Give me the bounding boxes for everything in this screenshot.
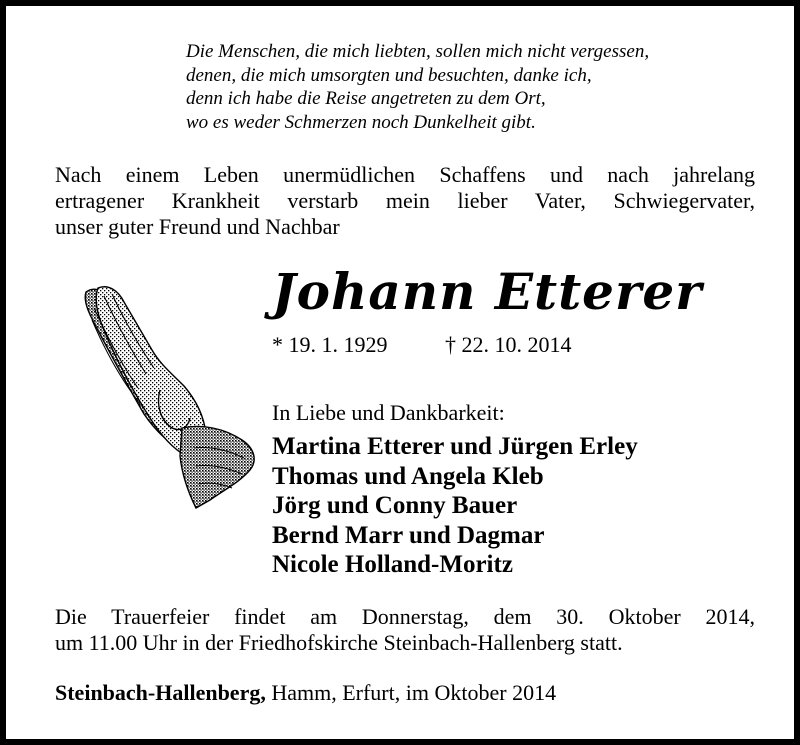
mourner-entry: Nicole Holland-Moritz: [272, 551, 513, 578]
funeral-info: [55, 604, 755, 656]
death-date: † 22. 10. 2014: [445, 332, 572, 357]
poem-line: wo es weder Schmerzen noch Dunkelheit gibt.: [186, 111, 536, 133]
mourner-entry: Martina Etterer und Jürgen Erley: [272, 433, 638, 460]
birth-date: * 19. 1. 1929: [272, 332, 388, 357]
place-name: Steinbach-Hallenberg,: [55, 680, 266, 705]
mourner-entry: Bernd Marr und Dagmar: [272, 521, 545, 549]
intro-line: ertragener Krankheit verstarb mein lieber Vater, Schwiegervater,: [55, 188, 755, 213]
place-and-date: [55, 680, 556, 706]
poem-line: denn ich habe die Reise angetreten zu dem Ort,: [186, 88, 546, 109]
intro-text: [55, 162, 755, 240]
mourner-entry: Jörg und Conny Bauer: [272, 492, 518, 519]
funeral-line: Die Trauerfeier findet am Donnerstag, dem 30. Oktober 2014,: [55, 604, 755, 629]
intro-line: unser guter Freund und Nachbar: [55, 214, 340, 239]
memorial-poem: [186, 40, 649, 134]
place-rest: Hamm, Erfurt, im Oktober 2014: [265, 680, 557, 705]
mourners-list: [272, 432, 638, 580]
poem-line: denen, die mich umsorgten und besuchten, danke ich,: [186, 64, 592, 86]
funeral-line: um 11.00 Uhr in der Friedhofskirche Steinbach-Hallenberg statt.: [55, 630, 623, 655]
mourner-entry: Thomas und Angela Kleb: [272, 462, 544, 490]
praying-hands-icon: [64, 278, 264, 510]
life-dates: [272, 332, 572, 358]
poem-line: Die Menschen, die mich liebten, sollen mich nicht vergessen,: [186, 41, 650, 62]
intro-line: Nach einem Leben unermüdlichen Schaffens und nach jahrelang: [55, 162, 755, 187]
thanks-line: In Liebe und Dankbarkeit:: [272, 400, 505, 425]
deceased-name: Johann Etterer: [272, 262, 703, 321]
